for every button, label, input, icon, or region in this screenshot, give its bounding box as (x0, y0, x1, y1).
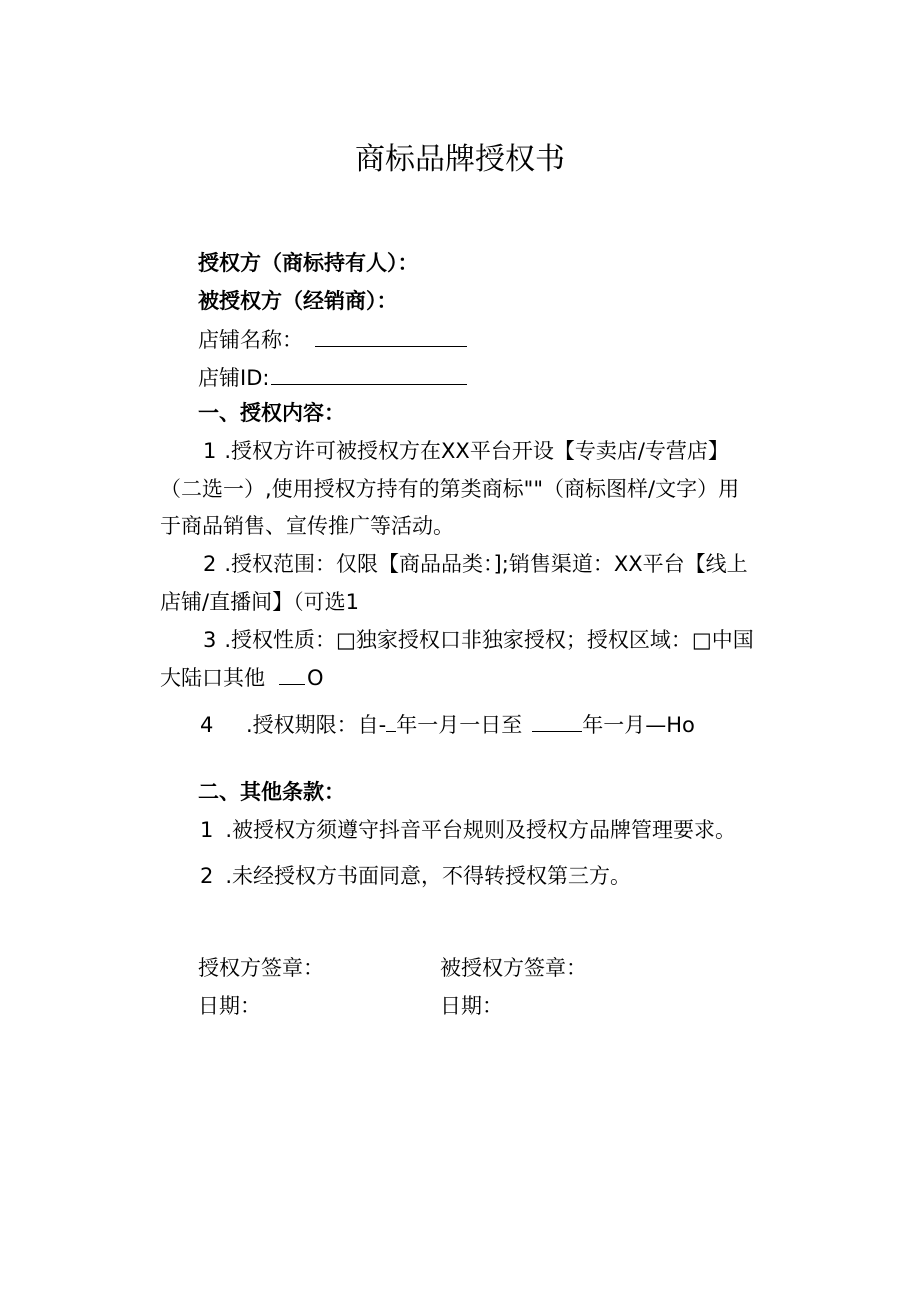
licensor-seal-label: 授权方签章： (198, 956, 324, 980)
section1-heading: 一、授权内容： (198, 401, 345, 425)
licensor-date-label: 日期： (198, 994, 261, 1018)
document-title: 商标品牌授权书 (355, 142, 565, 177)
section2-heading: 二、其他条款： (198, 780, 345, 804)
item-text: .未经授权方书面同意，不得转授权第三方。 (225, 864, 632, 888)
end-year-blank (532, 709, 582, 732)
section1-item1-line1 (203, 436, 729, 466)
store-name-label: 店铺名称： (198, 328, 303, 352)
licensee-date-label: 日期： (440, 994, 503, 1018)
item-number: 1 (200, 818, 214, 842)
store-name-row (198, 324, 467, 355)
store-name-blank (315, 324, 467, 347)
store-id-blank (271, 362, 467, 385)
section1-item1-line3: 于商品销售、宣传推广等活动。 (160, 514, 454, 538)
item-text: .授权方许可被授权方在XX平台开设【专卖店/专营店】 (224, 439, 729, 463)
licensor-label: 授权方（商标持有人）： (198, 251, 419, 275)
section1-item2-line2: 店铺/直播间】（可选1 (160, 590, 359, 614)
section2-item1 (200, 815, 736, 845)
item-text: .被授权方须遵守抖音平台规则及授权方品牌管理要求。 (225, 818, 737, 842)
section2-item2 (200, 861, 631, 891)
licensee-label: 被授权方（经销商）： (198, 289, 398, 313)
period-text-a: .授权期限：自- (246, 713, 387, 737)
start-year-blank (386, 709, 396, 732)
item-text: 大陆口其他 (160, 666, 265, 690)
licensee-seal-label: 被授权方签章： (440, 956, 587, 980)
item-number: 2 (203, 552, 217, 576)
item-number: 1 (203, 439, 217, 463)
item-text-end: O (307, 666, 324, 690)
store-id-label: 店铺ID: (198, 366, 270, 390)
section1-item4 (200, 709, 695, 740)
item-number: 4 (200, 713, 214, 737)
item-text: .授权性质：□独家授权口非独家授权；授权区域：□中国 (224, 628, 754, 652)
item-number: 3 (203, 628, 217, 652)
section1-item1-line2: （二选一）,使用授权方持有的第类商标""（商标图样/文字）用 (160, 477, 740, 501)
period-text-b: 年一月一日至 (396, 713, 523, 737)
item-number: 2 (200, 864, 214, 888)
item-text: .授权范围：仅限【商品品类：];销售渠道：XX平台【线上 (224, 552, 748, 576)
section1-item3-line1 (203, 625, 754, 655)
section1-item2-line1 (203, 549, 748, 579)
section1-item3-line2 (160, 662, 324, 693)
period-text-c: 年一月—Ho (582, 713, 695, 737)
other-region-blank (279, 662, 305, 685)
store-id-row (198, 362, 467, 393)
